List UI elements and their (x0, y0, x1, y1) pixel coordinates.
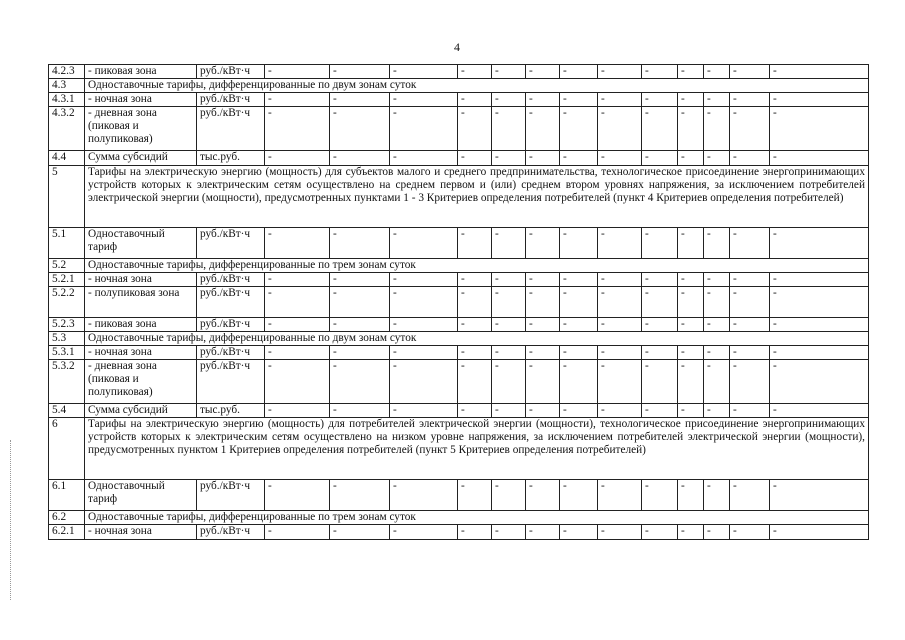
value-cell: - (492, 65, 526, 79)
row-number: 6 (49, 418, 85, 480)
value-cell: - (770, 65, 869, 79)
value-cell: - (704, 93, 730, 107)
value-cell: - (330, 525, 390, 540)
value-cell: - (390, 65, 458, 79)
value-cell: - (390, 273, 458, 287)
value-cell: - (730, 273, 770, 287)
unit-cell: руб./кВт·ч (197, 107, 265, 151)
value-cell: - (526, 228, 560, 259)
value-cell: - (560, 346, 598, 360)
row-number: 5.2.2 (49, 287, 85, 318)
value-cell: - (390, 287, 458, 318)
row-number: 5.3 (49, 332, 85, 346)
row-number: 5.3.1 (49, 346, 85, 360)
value-cell: - (265, 404, 330, 418)
page-number: 4 (454, 40, 460, 54)
section-row (49, 79, 869, 93)
value-cell: - (560, 480, 598, 511)
section-row (49, 166, 869, 228)
unit-cell: руб./кВт·ч (197, 65, 265, 79)
table-row (49, 318, 869, 332)
row-number: 5.2.3 (49, 318, 85, 332)
value-cell: - (704, 346, 730, 360)
value-cell: - (560, 107, 598, 151)
value-cell: - (458, 404, 492, 418)
value-cell: - (730, 228, 770, 259)
value-cell: - (390, 346, 458, 360)
row-name: - ночная зона (85, 93, 197, 107)
value-cell: - (598, 228, 642, 259)
table-row (49, 65, 869, 79)
value-cell: - (330, 318, 390, 332)
table-row (49, 93, 869, 107)
value-cell: - (526, 65, 560, 79)
value-cell: - (390, 93, 458, 107)
value-cell: - (526, 525, 560, 540)
value-cell: - (642, 318, 678, 332)
row-number: 5.2.1 (49, 273, 85, 287)
value-cell: - (265, 287, 330, 318)
value-cell: - (678, 404, 704, 418)
value-cell: - (770, 360, 869, 404)
value-cell: - (678, 480, 704, 511)
value-cell: - (330, 93, 390, 107)
value-cell: - (730, 360, 770, 404)
value-cell: - (598, 93, 642, 107)
section-title: Одноставочные тарифы, дифференцированные по двум зонам суток (85, 332, 869, 346)
value-cell: - (730, 480, 770, 511)
value-cell: - (492, 360, 526, 404)
value-cell: - (678, 107, 704, 151)
value-cell: - (642, 404, 678, 418)
row-name: Сумма субсидий (85, 404, 197, 418)
value-cell: - (265, 228, 330, 259)
unit-cell: тыс.руб. (197, 151, 265, 166)
value-cell: - (730, 287, 770, 318)
value-cell: - (770, 318, 869, 332)
section-title: Одноставочные тарифы, дифференцированные по трем зонам суток (85, 259, 869, 273)
value-cell: - (704, 480, 730, 511)
unit-cell: руб./кВт·ч (197, 228, 265, 259)
table-row (49, 525, 869, 540)
table-row (49, 287, 869, 318)
value-cell: - (598, 346, 642, 360)
row-name: Одноставочный тариф (85, 480, 197, 511)
value-cell: - (390, 107, 458, 151)
value-cell: - (642, 360, 678, 404)
value-cell: - (642, 228, 678, 259)
value-cell: - (492, 318, 526, 332)
value-cell: - (678, 65, 704, 79)
value-cell: - (730, 525, 770, 540)
value-cell: - (730, 65, 770, 79)
value-cell: - (330, 480, 390, 511)
value-cell: - (560, 65, 598, 79)
value-cell: - (678, 346, 704, 360)
value-cell: - (458, 228, 492, 259)
value-cell: - (330, 65, 390, 79)
value-cell: - (390, 480, 458, 511)
value-cell: - (598, 360, 642, 404)
value-cell: - (678, 273, 704, 287)
value-cell: - (330, 346, 390, 360)
value-cell: - (730, 318, 770, 332)
value-cell: - (458, 273, 492, 287)
table-row (49, 273, 869, 287)
value-cell: - (560, 228, 598, 259)
row-name: - полупиковая зона (85, 287, 197, 318)
value-cell: - (265, 273, 330, 287)
row-name: - ночная зона (85, 346, 197, 360)
value-cell: - (704, 360, 730, 404)
value-cell: - (526, 151, 560, 166)
value-cell: - (730, 404, 770, 418)
value-cell: - (678, 151, 704, 166)
value-cell: - (770, 228, 869, 259)
value-cell: - (642, 151, 678, 166)
value-cell: - (390, 360, 458, 404)
value-cell: - (704, 107, 730, 151)
value-cell: - (492, 525, 526, 540)
value-cell: - (492, 480, 526, 511)
value-cell: - (642, 346, 678, 360)
value-cell: - (526, 480, 560, 511)
value-cell: - (560, 318, 598, 332)
section-title: Одноставочные тарифы, дифференцированные по двум зонам суток (85, 79, 869, 93)
row-number: 4.2.3 (49, 65, 85, 79)
value-cell: - (265, 346, 330, 360)
value-cell: - (330, 404, 390, 418)
value-cell: - (678, 318, 704, 332)
unit-cell: руб./кВт·ч (197, 360, 265, 404)
value-cell: - (598, 525, 642, 540)
row-name: - пиковая зона (85, 65, 197, 79)
row-number: 5.4 (49, 404, 85, 418)
value-cell: - (642, 65, 678, 79)
value-cell: - (492, 228, 526, 259)
value-cell: - (265, 93, 330, 107)
value-cell: - (704, 273, 730, 287)
table-row (49, 346, 869, 360)
value-cell: - (598, 318, 642, 332)
value-cell: - (330, 360, 390, 404)
unit-cell: руб./кВт·ч (197, 273, 265, 287)
value-cell: - (704, 287, 730, 318)
value-cell: - (770, 480, 869, 511)
value-cell: - (526, 93, 560, 107)
value-cell: - (265, 107, 330, 151)
value-cell: - (598, 404, 642, 418)
value-cell: - (560, 151, 598, 166)
value-cell: - (770, 404, 869, 418)
value-cell: - (598, 273, 642, 287)
table-row (49, 480, 869, 511)
table-row (49, 228, 869, 259)
value-cell: - (526, 318, 560, 332)
value-cell: - (458, 346, 492, 360)
row-number: 6.1 (49, 480, 85, 511)
value-cell: - (704, 228, 730, 259)
value-cell: - (330, 273, 390, 287)
table-row (49, 151, 869, 166)
value-cell: - (390, 228, 458, 259)
value-cell: - (642, 107, 678, 151)
value-cell: - (560, 287, 598, 318)
value-cell: - (642, 93, 678, 107)
value-cell: - (265, 525, 330, 540)
value-cell: - (770, 151, 869, 166)
value-cell: - (265, 360, 330, 404)
value-cell: - (390, 318, 458, 332)
unit-cell: руб./кВт·ч (197, 318, 265, 332)
value-cell: - (560, 404, 598, 418)
value-cell: - (642, 273, 678, 287)
value-cell: - (492, 346, 526, 360)
value-cell: - (458, 287, 492, 318)
value-cell: - (265, 151, 330, 166)
value-cell: - (265, 65, 330, 79)
value-cell: - (704, 318, 730, 332)
value-cell: - (330, 287, 390, 318)
value-cell: - (770, 346, 869, 360)
value-cell: - (526, 273, 560, 287)
section-row (49, 511, 869, 525)
value-cell: - (678, 360, 704, 404)
row-number: 6.2.1 (49, 525, 85, 540)
section-title: Тарифы на электрическую энергию (мощность) для потребителей электрической энергии (мощности), технологическое присоединение энергопринимающих устройств которых к электрическим сетям осуществлено на низком уровне напряжения, за исключением потребителей электрической энергии (мощности), предусмотренных пунктом 1 Критериев определения потребителей (пункт 5 Критериев определения потребителей) (85, 418, 869, 480)
row-name: - ночная зона (85, 273, 197, 287)
row-name: - дневная зона (пиковая и полупиковая) (85, 107, 197, 151)
value-cell: - (526, 360, 560, 404)
value-cell: - (330, 151, 390, 166)
row-name: - пиковая зона (85, 318, 197, 332)
value-cell: - (678, 287, 704, 318)
row-number: 4.3.1 (49, 93, 85, 107)
value-cell: - (458, 65, 492, 79)
value-cell: - (458, 93, 492, 107)
value-cell: - (330, 228, 390, 259)
value-cell: - (390, 525, 458, 540)
value-cell: - (560, 360, 598, 404)
value-cell: - (770, 287, 869, 318)
section-row (49, 332, 869, 346)
tariff-table (48, 64, 869, 540)
row-number: 6.2 (49, 511, 85, 525)
value-cell: - (526, 107, 560, 151)
value-cell: - (642, 525, 678, 540)
value-cell: - (678, 93, 704, 107)
value-cell: - (390, 404, 458, 418)
value-cell: - (265, 318, 330, 332)
value-cell: - (730, 93, 770, 107)
value-cell: - (458, 360, 492, 404)
value-cell: - (265, 480, 330, 511)
value-cell: - (526, 287, 560, 318)
value-cell: - (704, 65, 730, 79)
unit-cell: руб./кВт·ч (197, 525, 265, 540)
table-row (49, 107, 869, 151)
value-cell: - (560, 273, 598, 287)
row-number: 5.1 (49, 228, 85, 259)
value-cell: - (598, 287, 642, 318)
value-cell: - (458, 107, 492, 151)
section-title: Одноставочные тарифы, дифференцированные по трем зонам суток (85, 511, 869, 525)
row-number: 4.3.2 (49, 107, 85, 151)
value-cell: - (390, 151, 458, 166)
value-cell: - (730, 346, 770, 360)
value-cell: - (770, 273, 869, 287)
value-cell: - (492, 404, 526, 418)
section-row (49, 418, 869, 480)
value-cell: - (492, 107, 526, 151)
unit-cell: тыс.руб. (197, 404, 265, 418)
value-cell: - (598, 65, 642, 79)
row-name: Сумма субсидий (85, 151, 197, 166)
unit-cell: руб./кВт·ч (197, 346, 265, 360)
row-name: - дневная зона (пиковая и полупиковая) (85, 360, 197, 404)
value-cell: - (704, 404, 730, 418)
value-cell: - (458, 525, 492, 540)
value-cell: - (560, 525, 598, 540)
value-cell: - (730, 151, 770, 166)
section-row (49, 259, 869, 273)
row-number: 4.3 (49, 79, 85, 93)
value-cell: - (458, 318, 492, 332)
section-title: Тарифы на электрическую энергию (мощность) для субъектов малого и среднего предпринимательства, технологическое присоединение энергопринимающих устройств которых к электрическим сетям осуществлено на среднем первом и (или) среднем втором уровнях напряжения, за исключением потребителей электрической энергии (мощности), предусмотренных пунктами 1 - 3 Критериев определения потребителей (пункт 4 Критериев определения потребителей) (85, 166, 869, 228)
value-cell: - (598, 151, 642, 166)
row-name: Одноставочный тариф (85, 228, 197, 259)
value-cell: - (458, 480, 492, 511)
value-cell: - (492, 151, 526, 166)
row-number: 5.3.2 (49, 360, 85, 404)
value-cell: - (642, 287, 678, 318)
row-number: 4.4 (49, 151, 85, 166)
value-cell: - (330, 107, 390, 151)
value-cell: - (492, 93, 526, 107)
value-cell: - (642, 480, 678, 511)
row-number: 5 (49, 166, 85, 228)
unit-cell: руб./кВт·ч (197, 93, 265, 107)
value-cell: - (704, 525, 730, 540)
table-row (49, 360, 869, 404)
value-cell: - (770, 107, 869, 151)
scan-edge-mark (10, 440, 12, 600)
value-cell: - (678, 525, 704, 540)
value-cell: - (560, 93, 598, 107)
value-cell: - (598, 480, 642, 511)
row-number: 5.2 (49, 259, 85, 273)
value-cell: - (770, 525, 869, 540)
value-cell: - (598, 107, 642, 151)
value-cell: - (678, 228, 704, 259)
value-cell: - (526, 346, 560, 360)
value-cell: - (458, 151, 492, 166)
value-cell: - (730, 107, 770, 151)
value-cell: - (704, 151, 730, 166)
unit-cell: руб./кВт·ч (197, 287, 265, 318)
table-row (49, 404, 869, 418)
value-cell: - (770, 93, 869, 107)
value-cell: - (526, 404, 560, 418)
row-name: - ночная зона (85, 525, 197, 540)
value-cell: - (492, 287, 526, 318)
unit-cell: руб./кВт·ч (197, 480, 265, 511)
value-cell: - (492, 273, 526, 287)
